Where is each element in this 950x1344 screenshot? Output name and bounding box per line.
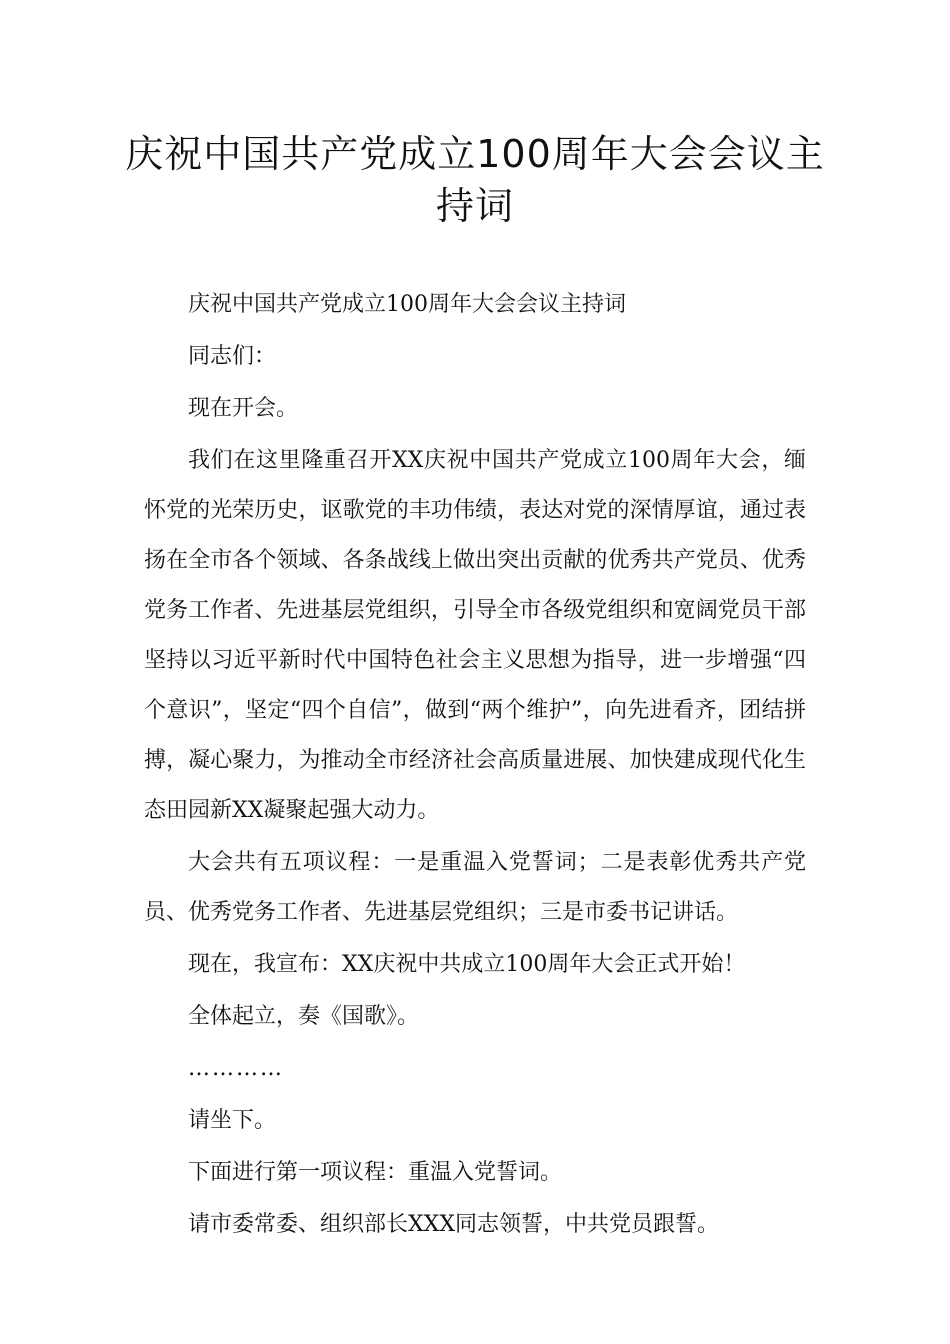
paragraph-announcement: 现在，我宣布：XX庆祝中共成立100周年大会正式开始！ (188, 952, 746, 977)
paragraph-salutation: 同志们： (188, 344, 277, 369)
paragraph-agenda: 大会共有五项议程：一是重温入党誓词；二是表彰优秀共产党员、优秀党务工作者、先进基层党组织；三是市委书记讲话。 (144, 850, 806, 925)
paragraph-ellipsis: ………… (188, 1056, 284, 1081)
paragraph-heading-repeat: 庆祝中国共产党成立100周年大会会议主持词 (188, 292, 626, 317)
paragraph-anthem: 全体起立，奏《国歌》。 (188, 1004, 420, 1029)
paragraph-first-item: 下面进行第一项议程：重温入党誓词。 (188, 1160, 563, 1185)
paragraph-opening: 现在开会。 (188, 396, 299, 421)
paragraph-oath-lead: 请市委常委、组织部长XXX同志领誓，中共党员跟誓。 (188, 1212, 719, 1237)
paragraph-sit-down: 请坐下。 (188, 1108, 277, 1133)
document-body (144, 280, 806, 1252)
paragraph-purpose: 我们在这里隆重召开XX庆祝中国共产党成立100周年大会，缅怀党的光荣历史，讴歌党的丰功伟绩，表达对党的深情厚谊，通过表扬在全市各个领域、各条战线上做出突出贡献的优秀共产党员、优秀党务工作者、先进基层党组织，引导全市各级党组织和宽阔党员干部坚持以习近平新时代中国特色社会主义思想为指导，进一步增强“四个意识”，坚定“四个自信”，做到“两个维护”，向先进看齐，团结拼搏，凝心聚力，为推动全市经济社会高质量进展、加快建成现代化生态田园新XX凝聚起强大动力。 (144, 448, 806, 823)
document-title: 庆祝中国共产党成立100周年大会会议主持词 (125, 132, 825, 228)
